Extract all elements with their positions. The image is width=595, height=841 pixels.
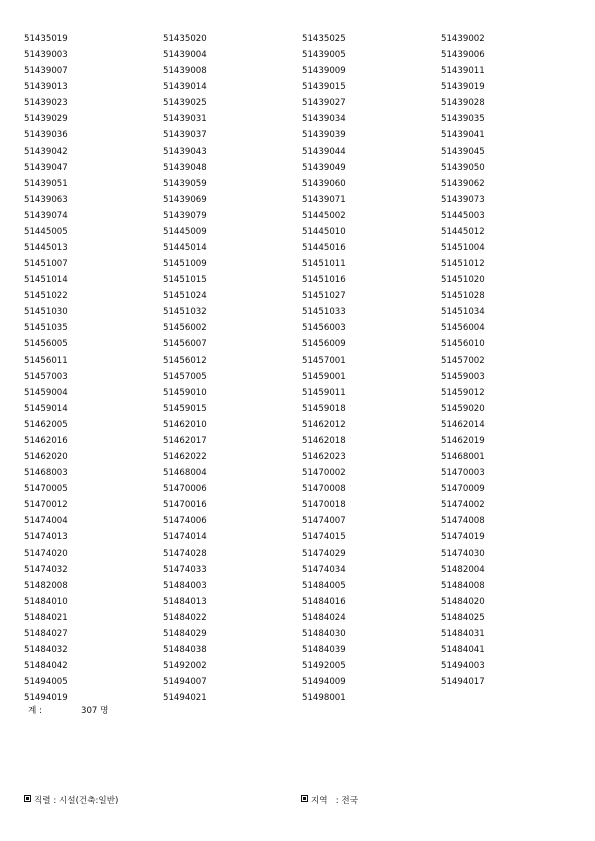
code-item: 51439028 [441, 98, 485, 109]
code-item: 51484016 [302, 596, 346, 607]
code-item: 51456011 [24, 355, 68, 366]
code-item: 51484010 [24, 596, 68, 607]
code-item: 51439011 [441, 66, 485, 77]
code-item: 51474006 [163, 516, 207, 527]
code-item: 51462023 [302, 452, 346, 463]
code-item: 51470002 [302, 468, 346, 479]
code-item: 51484025 [441, 612, 485, 623]
code-item: 51445012 [441, 226, 485, 237]
code-item: 51451011 [302, 259, 346, 270]
code-item: 51456003 [302, 323, 346, 334]
code-item: 51439019 [441, 82, 485, 93]
code-item: 51474002 [441, 500, 485, 511]
code-list [24, 31, 580, 706]
code-item: 51456002 [163, 323, 207, 334]
code-item: 51451032 [163, 307, 207, 318]
code-item: 51462017 [163, 435, 207, 446]
code-item: 51494007 [163, 677, 207, 688]
square-bullet-icon [24, 795, 31, 802]
code-item: 51484013 [163, 596, 207, 607]
code-item: 51451015 [163, 275, 207, 286]
code-item: 51468004 [163, 468, 207, 479]
code-item: 51439073 [441, 194, 485, 205]
code-item: 51462014 [441, 419, 485, 430]
code-item: 51439029 [24, 114, 68, 125]
code-item: 51470012 [24, 500, 68, 511]
code-item: 51462010 [163, 419, 207, 430]
code-item: 51474007 [302, 516, 346, 527]
code-item: 51439002 [441, 34, 485, 44]
code-item: 51457002 [441, 355, 485, 366]
code-item: 51462012 [302, 419, 346, 430]
code-item: 51474034 [302, 564, 346, 575]
code-item: 51457005 [163, 371, 207, 382]
code-item: 51474013 [24, 532, 68, 543]
code-item: 51439063 [24, 194, 68, 205]
code-item: 51498001 [302, 693, 346, 704]
code-item: 51462016 [24, 435, 68, 446]
code-item: 51462022 [163, 452, 207, 463]
footer-category [24, 794, 118, 808]
code-item: 51474020 [24, 548, 68, 559]
code-item: 51494021 [163, 693, 207, 704]
code-item: 51474004 [24, 516, 68, 527]
code-item: 51445002 [302, 210, 346, 221]
code-item: 51459004 [24, 387, 68, 398]
code-item: 51439043 [163, 146, 207, 157]
code-item: 51451016 [302, 275, 346, 286]
code-item: 51451020 [441, 275, 485, 286]
code-item: 51474008 [441, 516, 485, 527]
code-item: 51439008 [163, 66, 207, 77]
code-item: 51474019 [441, 532, 485, 543]
code-item: 51462019 [441, 435, 485, 446]
code-item: 51474015 [302, 532, 346, 543]
code-item: 51492005 [302, 661, 346, 672]
code-item: 51484021 [24, 612, 68, 623]
code-item: 51445013 [24, 243, 68, 254]
code-item: 51439007 [24, 66, 68, 77]
total-label: 계 : [28, 706, 42, 716]
code-item: 51474028 [163, 548, 207, 559]
code-item: 51439044 [302, 146, 346, 157]
code-item: 51451033 [302, 307, 346, 318]
code-item: 51451014 [24, 275, 68, 286]
code-item: 51439027 [302, 98, 346, 109]
code-item: 51439014 [163, 82, 207, 93]
total-count: 307 [81, 706, 98, 716]
code-item: 51462018 [302, 435, 346, 446]
code-item: 51484020 [441, 596, 485, 607]
code-item: 51482004 [441, 564, 485, 575]
code-item: 51451028 [441, 291, 485, 302]
code-item: 51462005 [24, 419, 68, 430]
code-item: 51439047 [24, 162, 68, 173]
code-item: 51451022 [24, 291, 68, 302]
code-item: 51484022 [163, 612, 207, 623]
code-item: 51451030 [24, 307, 68, 318]
code-item: 51456010 [441, 339, 485, 350]
code-item: 51459003 [441, 371, 485, 382]
code-item: 51439031 [163, 114, 207, 125]
code-item: 51484041 [441, 644, 485, 655]
code-item: 51470005 [24, 484, 68, 495]
code-item: 51439034 [302, 114, 346, 125]
code-item: 51484032 [24, 644, 68, 655]
code-item: 51470003 [441, 468, 485, 479]
code-item: 51451024 [163, 291, 207, 302]
code-item: 51459014 [24, 403, 68, 414]
code-item: 51494009 [302, 677, 346, 688]
code-item: 51439025 [163, 98, 207, 109]
code-item: 51459001 [302, 371, 346, 382]
code-item: 51459018 [302, 403, 346, 414]
code-item: 51439039 [302, 130, 346, 141]
code-item: 51439051 [24, 178, 68, 189]
code-item: 51457001 [302, 355, 346, 366]
code-item: 51474029 [302, 548, 346, 559]
code-item: 51484005 [302, 580, 346, 591]
code-item: 51470009 [441, 484, 485, 495]
code-item: 51474033 [163, 564, 207, 575]
code-item: 51482008 [24, 580, 68, 591]
code-item: 51439013 [24, 82, 68, 93]
code-item: 51445010 [302, 226, 346, 237]
code-item: 51445009 [163, 226, 207, 237]
code-item: 51439005 [302, 50, 346, 61]
code-item: 51435019 [24, 34, 68, 44]
code-item: 51435020 [163, 34, 207, 44]
total-row [28, 703, 109, 719]
code-item: 51470018 [302, 500, 346, 511]
code-item: 51439006 [441, 50, 485, 61]
code-item: 51439036 [24, 130, 68, 141]
code-item: 51439037 [163, 130, 207, 141]
code-item: 51470008 [302, 484, 346, 495]
total-count-group [81, 703, 108, 719]
code-item: 51439069 [163, 194, 207, 205]
code-item: 51474032 [24, 564, 68, 575]
code-item: 51445016 [302, 243, 346, 254]
code-item: 51459015 [163, 403, 207, 414]
code-item: 51439015 [302, 82, 346, 93]
code-item: 51439042 [24, 146, 68, 157]
code-item: 51456007 [163, 339, 207, 350]
code-item: 51484031 [441, 628, 485, 639]
code-item: 51439079 [163, 210, 207, 221]
code-item: 51470006 [163, 484, 207, 495]
code-item: 51484027 [24, 628, 68, 639]
code-item: 51484042 [24, 661, 68, 672]
code-item: 51484003 [163, 580, 207, 591]
code-item: 51451035 [24, 323, 68, 334]
code-item: 51484024 [302, 612, 346, 623]
code-item: 51459010 [163, 387, 207, 398]
code-item: 51484029 [163, 628, 207, 639]
code-item: 51439062 [441, 178, 485, 189]
total-unit: 명 [100, 706, 109, 716]
code-item: 51462020 [24, 452, 68, 463]
code-item: 51459012 [441, 387, 485, 398]
code-item: 51451027 [302, 291, 346, 302]
code-item: 51456004 [441, 323, 485, 334]
code-item: 51439071 [302, 194, 346, 205]
code-item: 51459020 [441, 403, 485, 414]
code-item: 51484039 [302, 644, 346, 655]
code-item: 51484038 [163, 644, 207, 655]
code-item: 51439059 [163, 178, 207, 189]
code-item: 51484008 [441, 580, 485, 591]
code-item: 51468003 [24, 468, 68, 479]
code-item: 51494003 [441, 661, 485, 672]
code-item: 51439050 [441, 162, 485, 173]
code-item: 51439048 [163, 162, 207, 173]
code-item: 51456009 [302, 339, 346, 350]
code-item: 51456012 [163, 355, 207, 366]
code-item: 51459011 [302, 387, 346, 398]
code-item: 51439004 [163, 50, 207, 61]
code-item: 51484030 [302, 628, 346, 639]
code-item: 51474014 [163, 532, 207, 543]
square-bullet-icon [301, 795, 308, 802]
code-item: 51494005 [24, 677, 68, 688]
code-item: 51470016 [163, 500, 207, 511]
code-item: 51494019 [24, 693, 68, 704]
code-item: 51468001 [441, 452, 485, 463]
code-item: 51457003 [24, 371, 68, 382]
code-item: 51451007 [24, 259, 68, 270]
code-item: 51439060 [302, 178, 346, 189]
code-item: 51439003 [24, 50, 68, 61]
code-item: 51456005 [24, 339, 68, 350]
code-item: 51439009 [302, 66, 346, 77]
code-item: 51451004 [441, 243, 485, 254]
code-item: 51439023 [24, 98, 68, 109]
code-item: 51492002 [163, 661, 207, 672]
code-item: 51451012 [441, 259, 485, 270]
code-item: 51439074 [24, 210, 68, 221]
code-item: 51439041 [441, 130, 485, 141]
code-item: 51439035 [441, 114, 485, 125]
code-item: 51451009 [163, 259, 207, 270]
code-item: 51494017 [441, 677, 485, 688]
code-item: 51474030 [441, 548, 485, 559]
code-item: 51451034 [441, 307, 485, 318]
code-item: 51435025 [302, 34, 346, 44]
footer-region [301, 794, 358, 808]
footer-category-text: 직렬 : 시설(건축:일반) [34, 796, 119, 806]
code-item: 51445005 [24, 226, 68, 237]
code-item: 51445003 [441, 210, 485, 221]
code-item: 51439049 [302, 162, 346, 173]
code-item: 51445014 [163, 243, 207, 254]
footer-region-text: 지역 : 전국 [311, 796, 359, 806]
code-item: 51439045 [441, 146, 485, 157]
